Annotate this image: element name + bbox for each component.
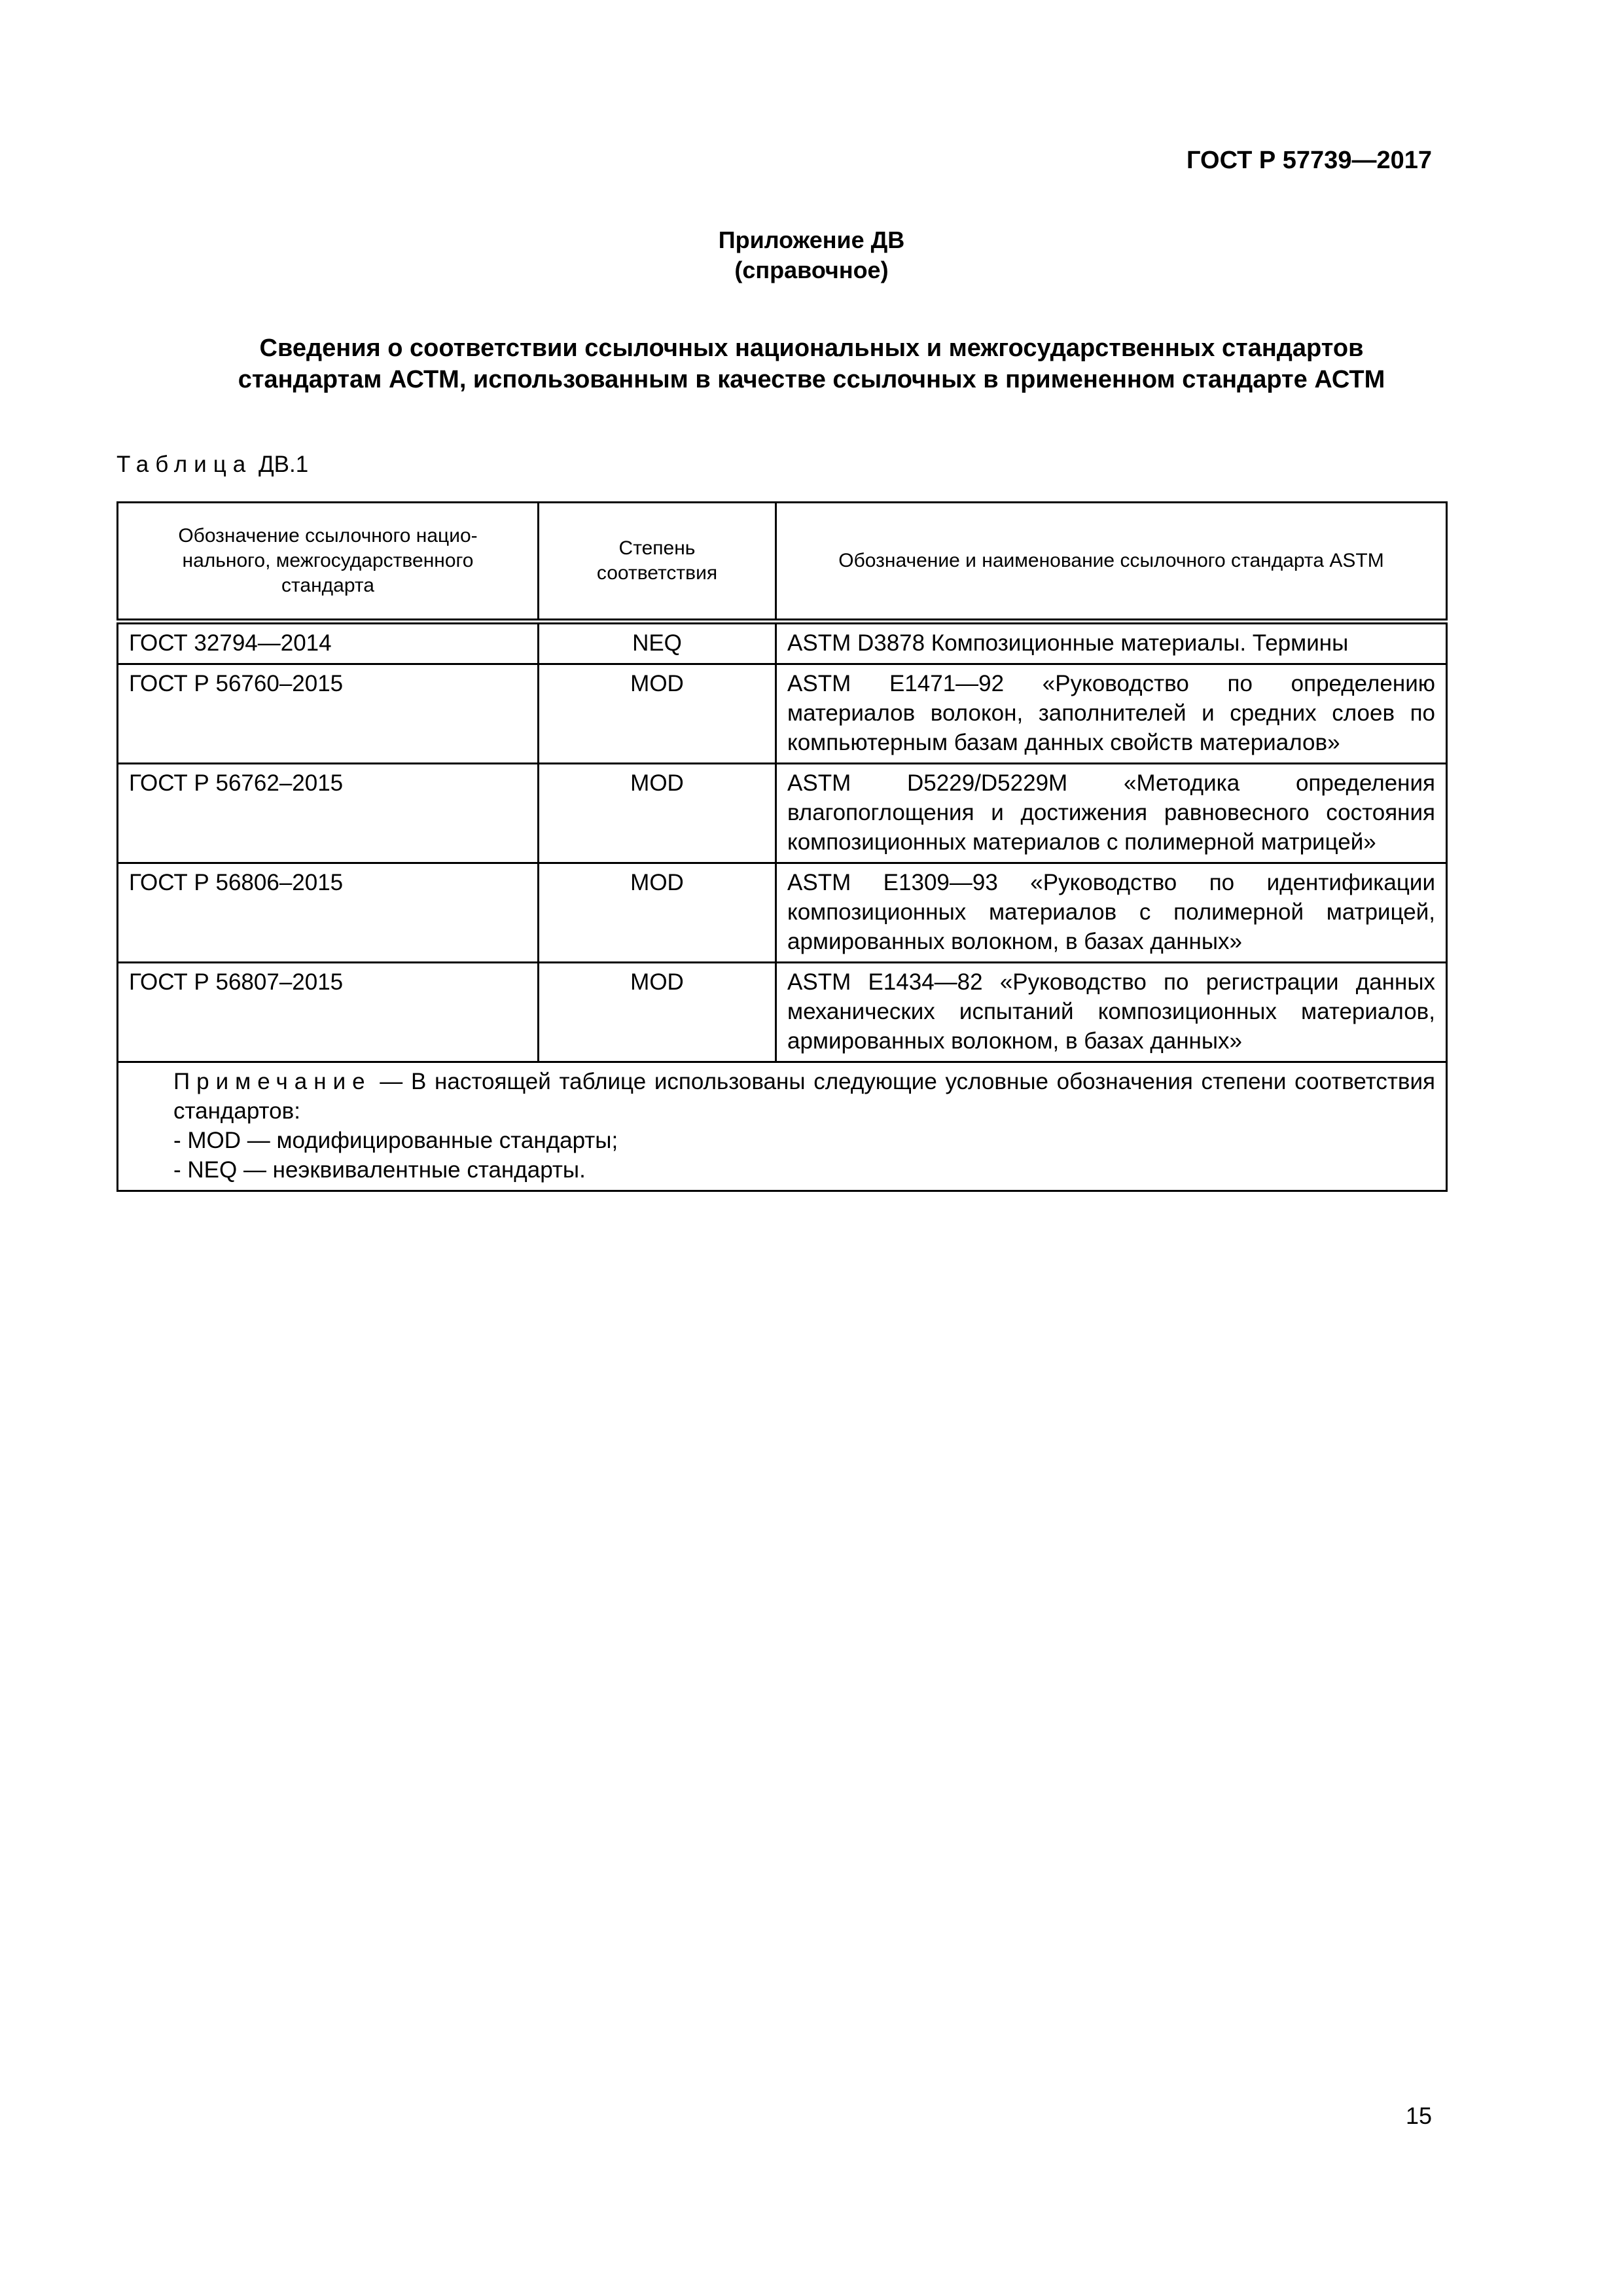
title-line-2: стандартам АСТМ, использованным в качестве ссылочных в примененном стандарте АСТМ bbox=[238, 366, 1385, 393]
table-row bbox=[118, 764, 1447, 863]
cell-degree: NEQ bbox=[539, 622, 776, 664]
header-national-standard: Обозначение ссылочного нацио-нального, межгосударственного стандарта bbox=[118, 503, 539, 622]
cell-astm: ASTM E1471—92 «Руководство по определению материалов волокон, заполнителей и средних слоев по компьютерным базам данных свойств материалов» bbox=[776, 664, 1447, 764]
table-row bbox=[118, 863, 1447, 963]
table-caption-word: Таблица bbox=[116, 452, 253, 477]
cell-national: ГОСТ Р 56762–2015 bbox=[118, 764, 539, 863]
cell-astm: ASTM D3878 Композиционные материалы. Термины bbox=[776, 622, 1447, 664]
table-header-row bbox=[118, 503, 1447, 622]
title-line-1: Сведения о соответствии ссылочных национальных и межгосударственных стандартов bbox=[259, 334, 1364, 362]
appendix-name: Приложение ДВ bbox=[718, 226, 905, 253]
table-caption-id: ДВ.1 bbox=[258, 452, 309, 477]
header-degree: Степень соответствия bbox=[539, 503, 776, 622]
cell-degree: MOD bbox=[539, 963, 776, 1062]
note-lead bbox=[129, 1067, 1435, 1126]
cell-degree: MOD bbox=[539, 863, 776, 963]
cell-astm: ASTM E1309—93 «Руководство по идентификации композиционных материалов с полимерной матрицей, армированных волокном, в базах данных» bbox=[776, 863, 1447, 963]
cell-astm: ASTM D5229/D5229M «Методика определения влагопоглощения и достижения равновесного состояния композиционных материалов с полимерной матрицей» bbox=[776, 764, 1447, 863]
note-item-neq: - NEQ — неэквивалентные стандарты. bbox=[173, 1157, 586, 1183]
table-row bbox=[118, 622, 1447, 664]
correspondence-table bbox=[116, 501, 1448, 1192]
table-note-row bbox=[118, 1062, 1447, 1191]
appendix-heading bbox=[0, 225, 1623, 285]
header-astm-standard: Обозначение и наименование ссылочного стандарта ASTM bbox=[776, 503, 1447, 622]
cell-national: ГОСТ Р 56760–2015 bbox=[118, 664, 539, 764]
appendix-type: (справочное) bbox=[734, 257, 889, 283]
note-text: — В настоящей таблице использованы следующие условные обозначения степени соответствия стандартов: bbox=[173, 1069, 1435, 1124]
note-item-mod: - MOD — модифицированные стандарты; bbox=[173, 1128, 618, 1153]
cell-astm: ASTM E1434—82 «Руководство по регистрации данных механических испытаний композиционных материалов, армированных волокном, в базах данных» bbox=[776, 963, 1447, 1062]
cell-degree: MOD bbox=[539, 764, 776, 863]
cell-national: ГОСТ Р 56806–2015 bbox=[118, 863, 539, 963]
table-note bbox=[118, 1062, 1447, 1191]
table-row bbox=[118, 664, 1447, 764]
cell-degree: MOD bbox=[539, 664, 776, 764]
note-label: Примечание bbox=[173, 1069, 372, 1094]
page-number: 15 bbox=[1405, 2102, 1432, 2129]
table-row bbox=[118, 963, 1447, 1062]
table-caption bbox=[116, 452, 308, 478]
cell-national: ГОСТ 32794—2014 bbox=[118, 622, 539, 664]
document-code: ГОСТ Р 57739—2017 bbox=[1186, 147, 1432, 174]
cell-national: ГОСТ Р 56807–2015 bbox=[118, 963, 539, 1062]
section-title bbox=[131, 332, 1492, 395]
